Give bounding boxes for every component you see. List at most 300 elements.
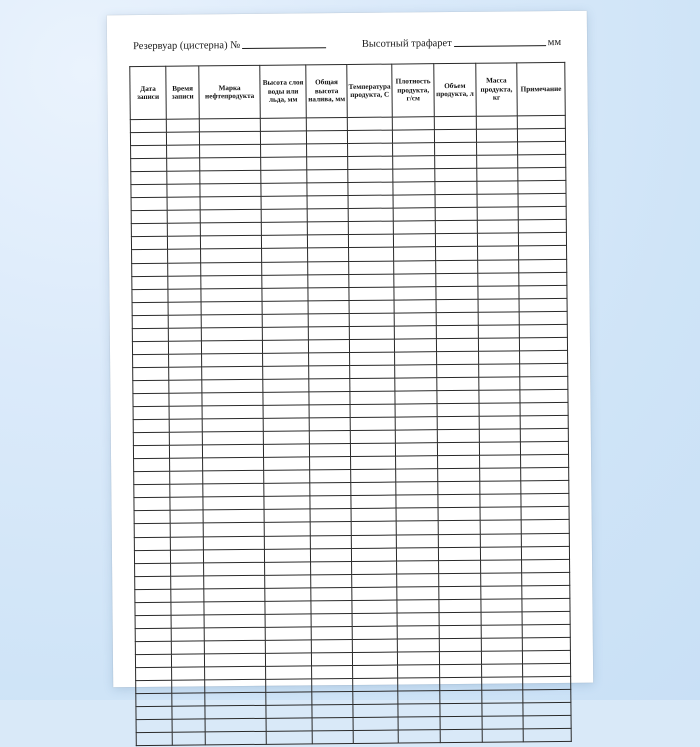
table-cell[interactable]	[351, 522, 396, 535]
table-cell[interactable]	[265, 575, 311, 588]
table-cell[interactable]	[312, 705, 353, 718]
table-cell[interactable]	[263, 418, 309, 431]
table-cell[interactable]	[395, 365, 437, 378]
table-cell[interactable]	[477, 246, 518, 259]
table-cell[interactable]	[167, 197, 200, 210]
table-cell[interactable]	[311, 587, 352, 600]
table-cell[interactable]	[262, 261, 308, 274]
table-cell[interactable]	[396, 456, 438, 469]
table-cell[interactable]	[396, 508, 438, 521]
table-cell[interactable]	[265, 588, 311, 601]
table-cell[interactable]	[261, 144, 307, 157]
table-cell[interactable]	[170, 536, 203, 549]
table-cell[interactable]	[353, 717, 398, 730]
table-cell[interactable]	[308, 326, 349, 339]
table-cell[interactable]	[203, 484, 264, 498]
table-cell[interactable]	[312, 692, 353, 705]
table-cell[interactable]	[395, 404, 437, 417]
table-cell[interactable]	[131, 211, 167, 224]
table-cell[interactable]	[519, 259, 567, 273]
table-cell[interactable]	[397, 586, 439, 599]
table-cell[interactable]	[520, 429, 568, 443]
table-cell[interactable]	[396, 430, 438, 443]
table-cell[interactable]	[439, 560, 481, 573]
table-cell[interactable]	[200, 223, 261, 237]
table-cell[interactable]	[437, 416, 479, 429]
table-cell[interactable]	[397, 573, 439, 586]
table-cell[interactable]	[311, 613, 352, 626]
table-cell[interactable]	[205, 718, 266, 732]
table-cell[interactable]	[347, 117, 392, 130]
table-cell[interactable]	[205, 732, 266, 746]
table-cell[interactable]	[397, 599, 439, 612]
table-cell[interactable]	[265, 653, 311, 666]
table-cell[interactable]	[523, 703, 571, 717]
table-cell[interactable]	[350, 365, 395, 378]
table-cell[interactable]	[480, 520, 521, 533]
table-cell[interactable]	[393, 169, 435, 182]
table-cell[interactable]	[349, 274, 394, 287]
table-cell[interactable]	[170, 523, 203, 536]
table-cell[interactable]	[311, 600, 352, 613]
table-cell[interactable]	[395, 338, 437, 351]
table-cell[interactable]	[262, 248, 308, 261]
table-cell[interactable]	[310, 522, 351, 535]
table-cell[interactable]	[260, 131, 306, 144]
table-cell[interactable]	[349, 313, 394, 326]
table-cell[interactable]	[263, 379, 309, 392]
table-cell[interactable]	[200, 171, 261, 185]
table-cell[interactable]	[435, 234, 477, 247]
table-cell[interactable]	[440, 677, 482, 690]
table-cell[interactable]	[395, 417, 437, 430]
table-cell[interactable]	[266, 705, 312, 718]
table-cell[interactable]	[170, 510, 203, 523]
table-cell[interactable]	[309, 365, 350, 378]
table-cell[interactable]	[517, 128, 565, 142]
table-cell[interactable]	[394, 234, 436, 247]
table-cell[interactable]	[438, 521, 480, 534]
table-cell[interactable]	[133, 393, 169, 406]
table-cell[interactable]	[168, 315, 201, 328]
table-cell[interactable]	[264, 522, 310, 535]
table-cell[interactable]	[265, 601, 311, 614]
table-cell[interactable]	[309, 339, 350, 352]
table-cell[interactable]	[263, 405, 309, 418]
table-cell[interactable]	[479, 416, 520, 429]
table-cell[interactable]	[134, 498, 170, 511]
table-cell[interactable]	[135, 589, 171, 602]
table-cell[interactable]	[167, 171, 200, 184]
table-cell[interactable]	[349, 261, 394, 274]
table-cell[interactable]	[205, 653, 266, 667]
table-cell[interactable]	[434, 129, 476, 142]
table-cell[interactable]	[131, 224, 167, 237]
table-cell[interactable]	[307, 131, 348, 144]
table-cell[interactable]	[204, 562, 265, 576]
table-cell[interactable]	[435, 221, 477, 234]
table-cell[interactable]	[434, 116, 476, 129]
table-cell[interactable]	[439, 599, 481, 612]
table-cell[interactable]	[134, 524, 170, 537]
table-cell[interactable]	[438, 495, 480, 508]
table-cell[interactable]	[353, 704, 398, 717]
table-cell[interactable]	[135, 641, 171, 654]
table-cell[interactable]	[398, 717, 440, 730]
table-cell[interactable]	[309, 405, 350, 418]
table-cell[interactable]	[519, 311, 567, 325]
table-cell[interactable]	[132, 250, 168, 263]
table-cell[interactable]	[205, 679, 266, 693]
table-cell[interactable]	[482, 703, 523, 716]
table-cell[interactable]	[132, 302, 168, 315]
table-cell[interactable]	[167, 210, 200, 223]
table-cell[interactable]	[135, 563, 171, 576]
table-cell[interactable]	[351, 495, 396, 508]
table-cell[interactable]	[478, 272, 519, 285]
table-cell[interactable]	[349, 287, 394, 300]
table-cell[interactable]	[131, 198, 167, 211]
table-cell[interactable]	[481, 586, 522, 599]
table-cell[interactable]	[200, 197, 261, 211]
table-cell[interactable]	[518, 155, 566, 169]
table-cell[interactable]	[394, 247, 436, 260]
table-cell[interactable]	[518, 194, 566, 208]
table-cell[interactable]	[393, 208, 435, 221]
table-cell[interactable]	[523, 729, 571, 743]
table-cell[interactable]	[167, 132, 200, 145]
table-cell[interactable]	[263, 444, 309, 457]
table-cell[interactable]	[132, 315, 168, 328]
table-cell[interactable]	[521, 481, 569, 495]
table-cell[interactable]	[352, 652, 397, 665]
table-cell[interactable]	[352, 574, 397, 587]
table-cell[interactable]	[262, 288, 308, 301]
table-cell[interactable]	[522, 598, 570, 612]
table-cell[interactable]	[352, 613, 397, 626]
table-cell[interactable]	[202, 431, 263, 445]
table-cell[interactable]	[202, 405, 263, 419]
table-cell[interactable]	[438, 482, 480, 495]
table-cell[interactable]	[350, 378, 395, 391]
table-cell[interactable]	[202, 418, 263, 432]
table-cell[interactable]	[523, 689, 571, 703]
table-cell[interactable]	[519, 298, 567, 312]
table-cell[interactable]	[169, 354, 202, 367]
table-cell[interactable]	[205, 692, 266, 706]
table-cell[interactable]	[348, 208, 393, 221]
table-cell[interactable]	[436, 338, 478, 351]
table-cell[interactable]	[203, 497, 264, 511]
table-cell[interactable]	[480, 546, 521, 559]
table-cell[interactable]	[133, 432, 169, 445]
table-cell[interactable]	[134, 458, 170, 471]
table-cell[interactable]	[308, 235, 349, 248]
table-cell[interactable]	[479, 429, 520, 442]
table-cell[interactable]	[519, 285, 567, 299]
table-cell[interactable]	[170, 458, 203, 471]
table-cell[interactable]	[393, 143, 435, 156]
table-cell[interactable]	[393, 156, 435, 169]
table-cell[interactable]	[170, 484, 203, 497]
table-cell[interactable]	[476, 142, 517, 155]
table-cell[interactable]	[398, 678, 440, 691]
table-cell[interactable]	[481, 664, 522, 677]
table-cell[interactable]	[481, 625, 522, 638]
table-cell[interactable]	[311, 561, 352, 574]
table-cell[interactable]	[478, 351, 519, 364]
table-cell[interactable]	[350, 352, 395, 365]
table-cell[interactable]	[261, 170, 307, 183]
table-cell[interactable]	[437, 390, 479, 403]
table-cell[interactable]	[350, 404, 395, 417]
table-cell[interactable]	[438, 547, 480, 560]
table-cell[interactable]	[201, 288, 262, 302]
table-cell[interactable]	[309, 391, 350, 404]
table-cell[interactable]	[523, 716, 571, 730]
table-cell[interactable]	[479, 390, 520, 403]
table-cell[interactable]	[477, 233, 518, 246]
table-cell[interactable]	[168, 262, 201, 275]
table-cell[interactable]	[202, 353, 263, 367]
table-cell[interactable]	[172, 706, 205, 719]
table-cell[interactable]	[312, 731, 353, 744]
table-cell[interactable]	[135, 615, 171, 628]
table-cell[interactable]	[478, 312, 519, 325]
table-cell[interactable]	[479, 403, 520, 416]
table-cell[interactable]	[477, 168, 518, 181]
table-cell[interactable]	[480, 494, 521, 507]
table-cell[interactable]	[171, 549, 204, 562]
table-cell[interactable]	[308, 248, 349, 261]
table-cell[interactable]	[204, 575, 265, 589]
table-cell[interactable]	[171, 589, 204, 602]
table-cell[interactable]	[522, 624, 570, 638]
table-cell[interactable]	[521, 546, 569, 560]
table-cell[interactable]	[136, 719, 172, 732]
table-cell[interactable]	[308, 274, 349, 287]
table-cell[interactable]	[309, 418, 350, 431]
table-cell[interactable]	[521, 520, 569, 534]
table-cell[interactable]	[200, 184, 261, 198]
table-cell[interactable]	[263, 431, 309, 444]
table-cell[interactable]	[436, 299, 478, 312]
table-cell[interactable]	[307, 157, 348, 170]
table-cell[interactable]	[308, 300, 349, 313]
table-cell[interactable]	[264, 535, 310, 548]
table-cell[interactable]	[133, 354, 169, 367]
table-cell[interactable]	[394, 221, 436, 234]
table-cell[interactable]	[168, 289, 201, 302]
table-cell[interactable]	[307, 222, 348, 235]
table-cell[interactable]	[134, 511, 170, 524]
table-cell[interactable]	[520, 402, 568, 416]
table-cell[interactable]	[478, 364, 519, 377]
table-cell[interactable]	[394, 260, 436, 273]
table-cell[interactable]	[480, 573, 521, 586]
table-cell[interactable]	[261, 183, 307, 196]
table-cell[interactable]	[481, 677, 522, 690]
table-cell[interactable]	[520, 376, 568, 390]
table-cell[interactable]	[204, 588, 265, 602]
table-cell[interactable]	[435, 208, 477, 221]
table-cell[interactable]	[263, 392, 309, 405]
table-cell[interactable]	[398, 652, 440, 665]
table-cell[interactable]	[132, 328, 168, 341]
table-cell[interactable]	[398, 665, 440, 678]
table-cell[interactable]	[397, 612, 439, 625]
table-cell[interactable]	[518, 142, 566, 156]
table-cell[interactable]	[131, 184, 167, 197]
table-cell[interactable]	[439, 651, 481, 664]
table-cell[interactable]	[167, 184, 200, 197]
table-cell[interactable]	[519, 337, 567, 351]
table-cell[interactable]	[436, 312, 478, 325]
table-cell[interactable]	[477, 220, 518, 233]
table-cell[interactable]	[307, 183, 348, 196]
table-cell[interactable]	[395, 325, 437, 338]
table-cell[interactable]	[264, 548, 310, 561]
table-cell[interactable]	[311, 626, 352, 639]
table-cell[interactable]	[351, 508, 396, 521]
table-cell[interactable]	[169, 406, 202, 419]
table-cell[interactable]	[266, 718, 312, 731]
table-cell[interactable]	[440, 690, 482, 703]
table-cell[interactable]	[307, 170, 348, 183]
table-cell[interactable]	[168, 328, 201, 341]
table-cell[interactable]	[134, 550, 170, 563]
table-cell[interactable]	[351, 469, 396, 482]
table-cell[interactable]	[438, 469, 480, 482]
table-cell[interactable]	[480, 481, 521, 494]
table-cell[interactable]	[351, 482, 396, 495]
table-cell[interactable]	[477, 181, 518, 194]
table-cell[interactable]	[480, 507, 521, 520]
table-cell[interactable]	[478, 338, 519, 351]
table-cell[interactable]	[350, 430, 395, 443]
table-cell[interactable]	[523, 676, 571, 690]
table-cell[interactable]	[133, 380, 169, 393]
table-cell[interactable]	[439, 573, 481, 586]
table-cell[interactable]	[131, 237, 167, 250]
table-cell[interactable]	[518, 207, 566, 221]
table-cell[interactable]	[518, 168, 566, 182]
table-cell[interactable]	[479, 468, 520, 481]
table-cell[interactable]	[204, 627, 265, 641]
table-cell[interactable]	[262, 301, 308, 314]
table-cell[interactable]	[437, 442, 479, 455]
table-cell[interactable]	[522, 650, 570, 664]
table-cell[interactable]	[262, 340, 308, 353]
table-cell[interactable]	[349, 326, 394, 339]
table-cell[interactable]	[476, 116, 517, 129]
table-cell[interactable]	[395, 378, 437, 391]
table-cell[interactable]	[520, 363, 568, 377]
table-cell[interactable]	[265, 627, 311, 640]
table-cell[interactable]	[518, 233, 566, 247]
table-cell[interactable]	[133, 445, 169, 458]
table-cell[interactable]	[393, 182, 435, 195]
table-cell[interactable]	[311, 548, 352, 561]
table-cell[interactable]	[171, 602, 204, 615]
table-cell[interactable]	[205, 666, 266, 680]
table-cell[interactable]	[169, 341, 202, 354]
table-cell[interactable]	[204, 549, 265, 563]
table-cell[interactable]	[135, 654, 171, 667]
table-cell[interactable]	[348, 156, 393, 169]
table-cell[interactable]	[171, 576, 204, 589]
table-cell[interactable]	[168, 302, 201, 315]
table-cell[interactable]	[201, 314, 262, 328]
table-cell[interactable]	[171, 628, 204, 641]
table-cell[interactable]	[397, 547, 439, 560]
table-cell[interactable]	[312, 718, 353, 731]
table-cell[interactable]	[393, 117, 435, 130]
table-cell[interactable]	[396, 495, 438, 508]
table-cell[interactable]	[266, 692, 312, 705]
table-cell[interactable]	[133, 367, 169, 380]
table-cell[interactable]	[309, 352, 350, 365]
table-cell[interactable]	[518, 181, 566, 195]
table-cell[interactable]	[203, 536, 264, 550]
table-cell[interactable]	[522, 611, 570, 625]
table-cell[interactable]	[478, 325, 519, 338]
table-cell[interactable]	[261, 196, 307, 209]
table-cell[interactable]	[310, 535, 351, 548]
table-cell[interactable]	[266, 666, 312, 679]
table-cell[interactable]	[264, 470, 310, 483]
table-cell[interactable]	[480, 533, 521, 546]
table-cell[interactable]	[201, 275, 262, 289]
table-cell[interactable]	[132, 341, 168, 354]
table-cell[interactable]	[436, 260, 478, 273]
table-cell[interactable]	[131, 145, 167, 158]
table-cell[interactable]	[396, 521, 438, 534]
table-cell[interactable]	[266, 731, 312, 744]
table-cell[interactable]	[522, 559, 570, 573]
table-cell[interactable]	[349, 300, 394, 313]
table-cell[interactable]	[263, 366, 309, 379]
table-cell[interactable]	[436, 247, 478, 260]
table-cell[interactable]	[264, 483, 310, 496]
table-cell[interactable]	[522, 572, 570, 586]
table-cell[interactable]	[172, 732, 205, 745]
table-cell[interactable]	[520, 350, 568, 364]
table-cell[interactable]	[135, 576, 171, 589]
table-cell[interactable]	[482, 690, 523, 703]
table-cell[interactable]	[266, 679, 312, 692]
table-cell[interactable]	[132, 276, 168, 289]
table-cell[interactable]	[348, 195, 393, 208]
table-cell[interactable]	[311, 574, 352, 587]
table-cell[interactable]	[310, 509, 351, 522]
table-cell[interactable]	[437, 377, 479, 390]
table-cell[interactable]	[521, 494, 569, 508]
table-cell[interactable]	[263, 353, 309, 366]
table-cell[interactable]	[397, 534, 439, 547]
table-cell[interactable]	[172, 680, 205, 693]
table-cell[interactable]	[520, 389, 568, 403]
table-cell[interactable]	[353, 665, 398, 678]
table-cell[interactable]	[350, 443, 395, 456]
table-cell[interactable]	[395, 391, 437, 404]
table-cell[interactable]	[169, 380, 202, 393]
table-cell[interactable]	[131, 158, 167, 171]
table-cell[interactable]	[312, 652, 353, 665]
table-cell[interactable]	[200, 157, 261, 171]
table-cell[interactable]	[351, 548, 396, 561]
table-cell[interactable]	[200, 131, 261, 145]
